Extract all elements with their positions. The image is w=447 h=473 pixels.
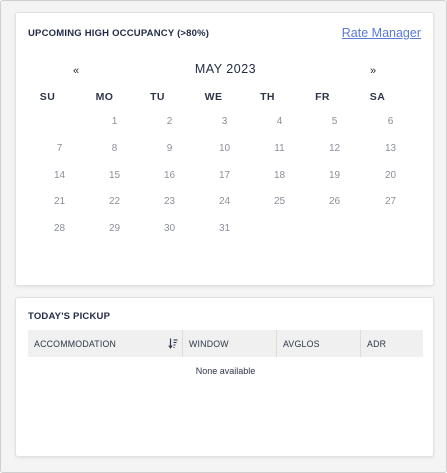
calendar-day[interactable]: 3 (221, 116, 228, 127)
calendar-day[interactable]: 16 (163, 169, 176, 181)
calendar-week-row (16, 143, 435, 170)
weekday-label: SA (369, 91, 386, 103)
weekday-label: WE (204, 91, 223, 103)
calendar-day[interactable]: 22 (108, 196, 121, 208)
calendar-day[interactable]: 24 (218, 196, 231, 208)
calendar-week-row (16, 196, 435, 223)
calendar-week-row (16, 170, 435, 197)
calendar-day[interactable]: 14 (53, 169, 66, 181)
weekday-label: FR (315, 91, 330, 103)
calendar-grid (16, 91, 435, 250)
calendar-day[interactable]: 4 (276, 116, 283, 127)
calendar-month-label: MAY 2023 (194, 62, 257, 76)
calendar-next-button[interactable]: » (370, 65, 377, 77)
calendar-day[interactable]: 27 (384, 196, 397, 208)
calendar-day[interactable]: 23 (163, 196, 176, 208)
column-header-label: ACCOMMODATION (34, 338, 117, 349)
calendar-day[interactable]: 18 (273, 169, 286, 181)
calendar-day[interactable]: 19 (328, 169, 341, 181)
calendar-day[interactable]: 31 (218, 223, 231, 235)
column-header-avglos[interactable]: AVGLOS (277, 330, 361, 357)
calendar-day[interactable]: 11 (274, 142, 285, 154)
calendar-weekday-row (16, 91, 435, 116)
high-occupancy-card (15, 12, 434, 286)
calendar-week-row (16, 116, 435, 143)
column-header-adr[interactable]: ADR (367, 338, 387, 349)
column-header-window[interactable]: WINDOW (183, 330, 277, 357)
pickup-table-header (28, 330, 423, 357)
calendar-day[interactable]: 10 (218, 142, 231, 154)
column-header-accommodation[interactable] (28, 330, 183, 357)
calendar-week-row (16, 223, 435, 250)
calendar-day[interactable]: 6 (387, 116, 394, 127)
calendar-day[interactable]: 7 (56, 142, 63, 154)
empty-state-message: None available (195, 366, 256, 376)
high-occupancy-title: UPCOMING HIGH OCCUPANCY (>80%) (28, 28, 210, 39)
calendar-day[interactable]: 26 (328, 196, 341, 208)
calendar-day[interactable]: 1 (111, 116, 118, 127)
calendar-day[interactable]: 25 (273, 196, 286, 208)
sort-descending-icon[interactable] (168, 338, 178, 349)
todays-pickup-card (15, 297, 434, 457)
weekday-label: TU (150, 91, 165, 103)
weekday-label: MO (95, 91, 114, 103)
weekday-label: TH (260, 91, 275, 103)
todays-pickup-title: TODAY'S PICKUP (28, 311, 111, 322)
rate-manager-link[interactable]: Rate Manager (341, 26, 421, 40)
calendar-day[interactable]: 2 (166, 116, 173, 127)
calendar-day[interactable]: 13 (384, 142, 397, 154)
calendar-day[interactable]: 29 (108, 223, 121, 235)
calendar-day[interactable]: 9 (166, 142, 173, 154)
calendar-day[interactable]: 5 (331, 116, 338, 127)
calendar-day[interactable]: 30 (163, 223, 176, 235)
calendar-prev-button[interactable]: « (73, 65, 80, 77)
calendar-day[interactable]: 15 (108, 169, 121, 181)
calendar-day[interactable]: 12 (328, 142, 341, 154)
calendar-day[interactable]: 20 (384, 169, 397, 181)
calendar-day[interactable]: 17 (218, 169, 231, 181)
calendar-day[interactable]: 28 (53, 223, 66, 235)
weekday-label: SU (39, 91, 56, 103)
calendar-day[interactable]: 21 (53, 196, 66, 208)
calendar-day[interactable]: 8 (111, 142, 118, 154)
